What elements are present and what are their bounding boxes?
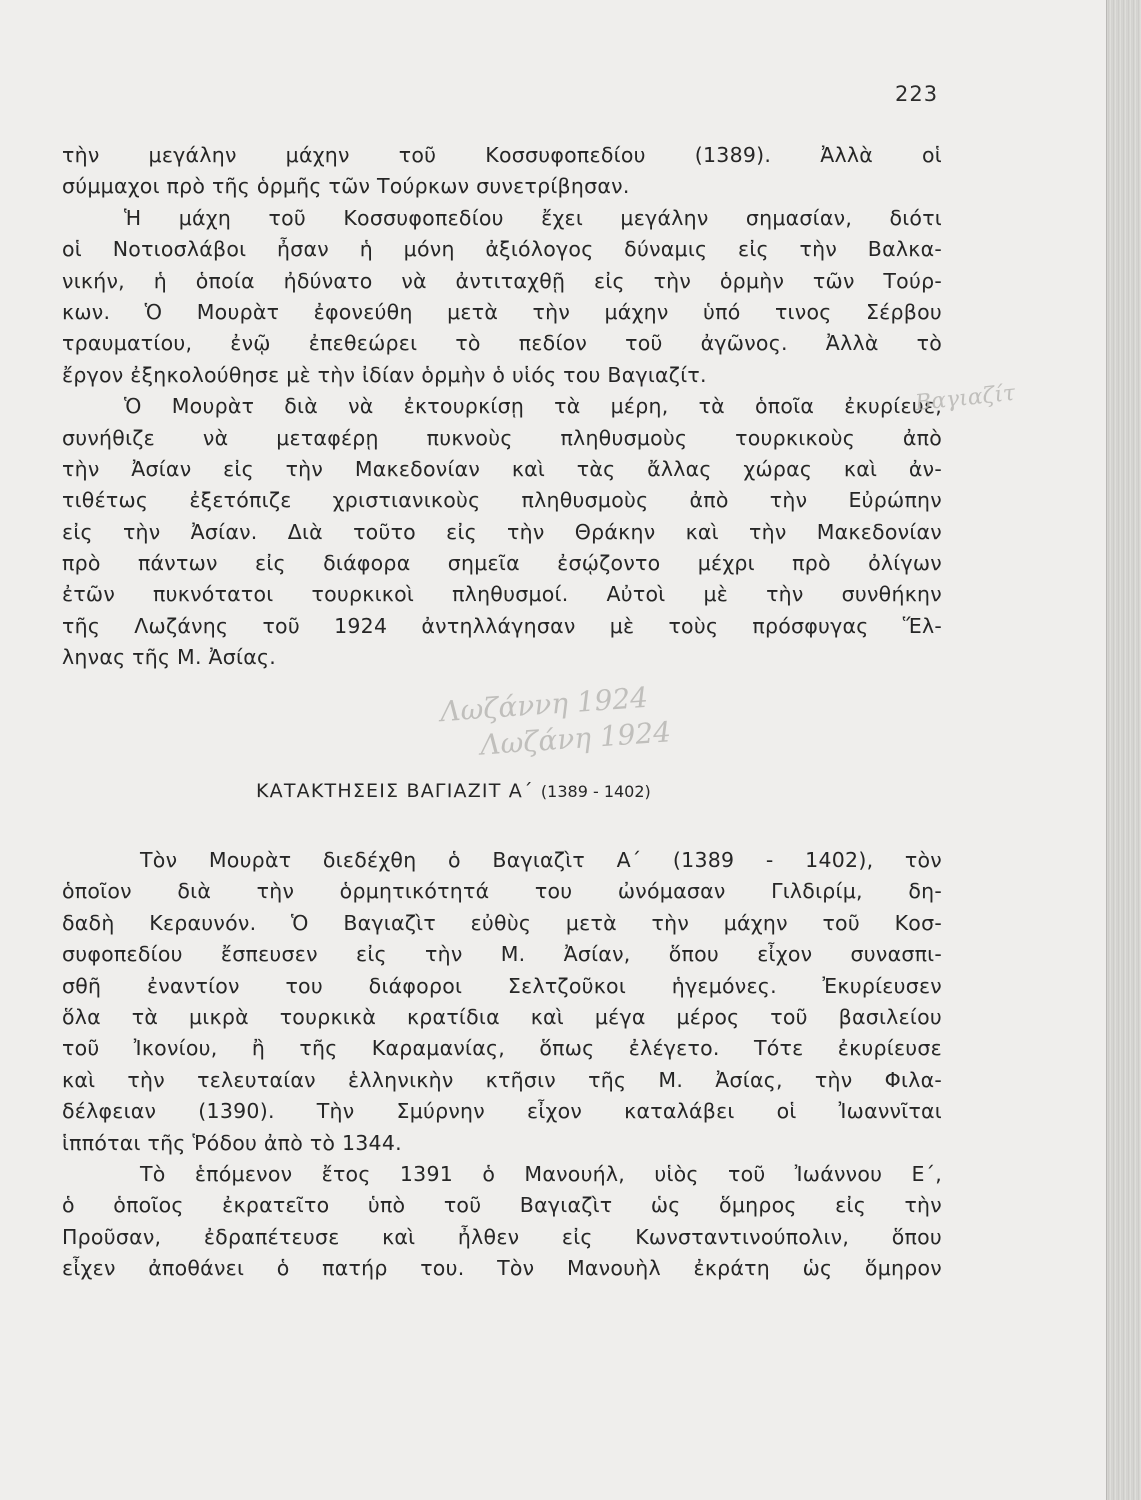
section-2-text	[62, 845, 942, 1284]
text-line: δέλφειαν (1390). Τὴν Σμύρνην εἶχον καταλάβει οἱ Ἰωαννῖται	[62, 1099, 942, 1124]
text-line: πρὸ πάντων εἰς διάφορα σημεῖα ἐσῴζοντο μέχρι πρὸ ὀλίγων	[62, 551, 942, 576]
text-line: εἰς τὴν Ἀσίαν. Διὰ τοῦτο εἰς τὴν Θράκην καὶ τὴν Μακεδονίαν	[62, 519, 942, 544]
text-line: συφοπεδίου ἔσπευσεν εἰς τὴν Μ. Ἀσίαν, ὅπου εἶχον συνασπι-	[62, 942, 942, 967]
text-line: τοῦ Ἰκονίου, ἢ τῆς Καραμανίας, ὅπως ἐλέγετο. Τότε ἐκυρίευσε	[62, 1036, 942, 1061]
text-line: Ὁ Μουρὰτ διὰ νὰ ἐκτουρκίσῃ τὰ μέρη, τὰ ὁποῖα ἐκυρίευε,	[124, 394, 942, 419]
section-heading	[256, 780, 796, 802]
text-line: ὁ ὁποῖος ἐκρατεῖτο ὑπὸ τοῦ Βαγιαζὶτ ὡς ὅμηρος εἰς τὴν	[62, 1193, 942, 1218]
text-line: ἔργον ἐξηκολούθησε μὲ τὴν ἰδίαν ὁρμὴν ὁ υἱός του Βαγιαζίτ.	[62, 362, 707, 387]
section-heading-dates: (1389 - 1402)	[540, 782, 651, 801]
section-1-text	[62, 140, 942, 674]
text-line: Ἡ μάχη τοῦ Κοσσυφοπεδίου ἔχει μεγάλην σημασίαν, διότι	[124, 205, 942, 230]
text-line: ἱππόται τῆς Ῥόδου ἀπὸ τὸ 1344.	[62, 1130, 402, 1155]
text-line: τιθέτως ἐξετόπιζε χριστιανικοὺς πληθυσμοὺς ἀπὸ τὴν Εὐρώπην	[62, 488, 942, 513]
page-stack-edge	[1106, 0, 1141, 1500]
text-line: ληνας τῆς Μ. Ἀσίας.	[62, 645, 277, 670]
text-line: Τὸ ἑπόμενον ἔτος 1391 ὁ Μανουήλ, υἱὸς τοῦ Ἰωάννου Ε΄,	[140, 1161, 942, 1186]
text-line: κων. Ὁ Μουρὰτ ἐφονεύθη μετὰ τὴν μάχην ὑπό τινος Σέρβου	[62, 299, 942, 324]
text-line: τῆς Λωζάνης τοῦ 1924 ἀντηλλάγησαν μὲ τοὺς πρόσφυγας Ἕλ-	[62, 613, 942, 638]
text-line: καὶ τὴν τελευταίαν ἑλληνικὴν κτῆσιν τῆς Μ. Ἀσίας, τὴν Φιλα-	[62, 1067, 942, 1092]
margin-pencil-note: Βαγιαζίτ	[913, 380, 1017, 417]
text-line: ἐτῶν πυκνότατοι τουρκικοὶ πληθυσμοί. Αὐτοὶ μὲ τὴν συνθήκην	[62, 582, 942, 607]
section-heading-title: ΚΑΤΑΚΤΗΣΕΙΣ ΒΑΓΙΑΖΙΤ Α΄	[256, 780, 534, 802]
text-line: συνήθιζε νὰ μεταφέρῃ πυκνοὺς πληθυσμοὺς τουρκικοὺς ἀπὸ	[62, 425, 942, 450]
text-line: ὁποῖον διὰ τὴν ὁρμητικότητά του ὠνόμασαν Γιλδιρίμ, δη-	[62, 879, 942, 904]
text-line: ὅλα τὰ μικρὰ τουρκικὰ κρατίδια καὶ μέγα μέρος τοῦ βασιλείου	[62, 1004, 942, 1029]
text-line: τὴν Ἀσίαν εἰς τὴν Μακεδονίαν καὶ τὰς ἄλλας χώρας καὶ ἀν-	[62, 456, 942, 481]
page-number: 223	[895, 82, 939, 106]
text-line: Τὸν Μουρὰτ διεδέχθη ὁ Βαγιαζὶτ Α΄ (1389 - 1402), τὸν	[140, 848, 942, 872]
text-line: οἱ Νοτιοσλάβοι ἦσαν ἡ μόνη ἀξιόλογος δύναμις εἰς τὴν Βαλκα-	[62, 237, 942, 262]
text-line: δαδὴ Κεραυνόν. Ὁ Βαγιαζὶτ εὐθὺς μετὰ τὴν μάχην τοῦ Κοσ-	[62, 910, 942, 935]
text-line: τὴν μεγάλην μάχην τοῦ Κοσσυφοπεδίου (1389). Ἀλλὰ οἱ	[62, 143, 942, 167]
text-line: τραυματίου, ἐνῷ ἐπεθεώρει τὸ πεδίον τοῦ ἀγῶνος. Ἀλλὰ τὸ	[62, 331, 942, 356]
text-line: σύμμαχοι πρὸ τῆς ὁρμῆς τῶν Τούρκων συνετρίβησαν.	[62, 174, 630, 199]
text-line: εἶχεν ἀποθάνει ὁ πατήρ του. Τὸν Μανουὴλ ἐκράτη ὡς ὅμηρον	[62, 1256, 942, 1281]
pencil-note-2: Λωζάνη 1924	[479, 715, 673, 762]
pencil-note-1: Λωζάννη 1924	[439, 680, 650, 729]
text-line: σθῆ ἐναντίον του διάφοροι Σελτζοῦκοι ἡγεμόνες. Ἐκυρίευσεν	[62, 973, 942, 998]
text-line: νικήν, ἡ ὁποία ἠδύνατο νὰ ἀντιταχθῇ εἰς τὴν ὁρμὴν τῶν Τούρ-	[62, 268, 942, 293]
text-line: Προῦσαν, ἐδραπέτευσε καὶ ἦλθεν εἰς Κωνσταντινούπολιν, ὅπου	[62, 1224, 942, 1249]
